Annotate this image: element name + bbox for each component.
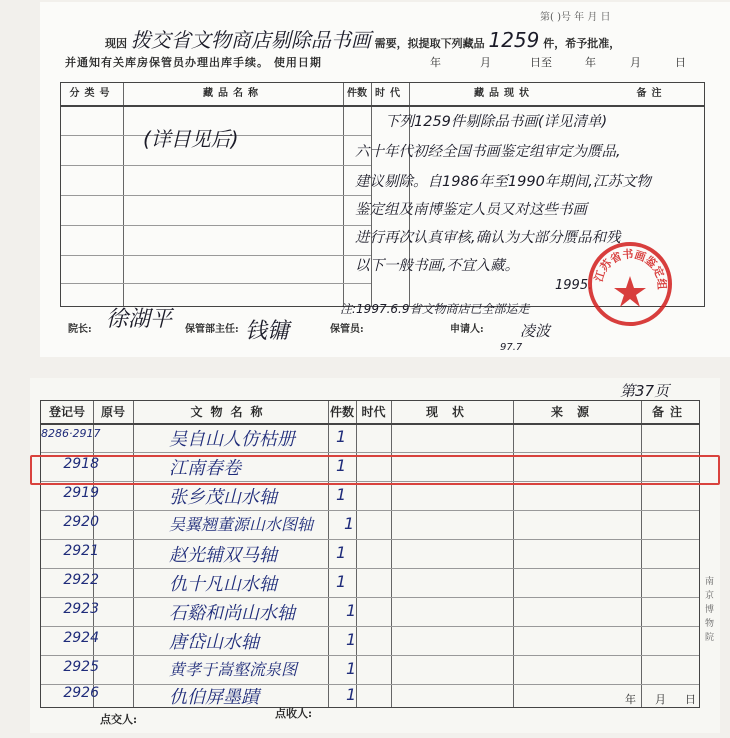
date-year: 年: [625, 693, 636, 706]
seal-text: 江苏省书画鉴定组: [592, 247, 668, 290]
red-seal: [588, 242, 672, 326]
seal-graphic: [592, 246, 668, 322]
table-row: [41, 483, 699, 512]
page-number: 第37页: [620, 382, 670, 400]
header-relic-name: 文物名称: [190, 405, 271, 419]
reg-number: 2926: [63, 685, 99, 701]
date-month-2: 月: [630, 56, 641, 69]
reg-number: 2923: [63, 601, 99, 617]
relic-count: 1: [336, 485, 347, 504]
relic-name: 唐岱山水轴: [169, 632, 259, 653]
note-line-1: 下列1259件剔除品书画(详见清单): [385, 114, 608, 130]
label-handover: 点交人:: [100, 713, 138, 726]
relic-name: 吴翼翘董源山水图轴: [169, 515, 314, 534]
row-divider: [61, 255, 371, 256]
date-month: 月: [655, 693, 666, 706]
header-item-name: 藏品名称: [203, 88, 263, 99]
label-receiver: 点收人:: [275, 707, 313, 720]
signature-dept-head: 钱镛: [245, 319, 290, 344]
header-class-no: 分类号: [69, 88, 115, 99]
date-day-2: 日: [675, 56, 686, 69]
date-year-1: 年: [430, 56, 441, 69]
ledger-table: [40, 400, 700, 708]
relic-name: 仇十凡山水轴: [169, 574, 277, 595]
relic-count: 1: [336, 427, 347, 446]
row-divider: [61, 195, 371, 196]
reg-number: 2918: [63, 456, 99, 472]
header-source: 来源: [550, 405, 603, 419]
reg-number: 8286·2917: [41, 427, 101, 440]
relic-count: 1: [344, 514, 355, 533]
header-era: 时代: [375, 88, 405, 99]
table-row: [41, 425, 699, 454]
relic-name: 张乡茂山水轴: [169, 487, 277, 508]
table-row: [41, 628, 699, 657]
header-count: 件数: [329, 405, 354, 419]
note-line-6: 以下一般书画,不宜入藏。: [355, 258, 520, 274]
footnote: 注:1997.6.9省文物商店已全部运走: [340, 302, 530, 316]
reg-number: 2919: [63, 485, 99, 501]
header-orig-no: 原号: [100, 405, 125, 419]
signature-date: 97.7: [500, 342, 523, 353]
reg-number: 2921: [63, 543, 99, 559]
withdrawal-request-form: [40, 2, 730, 357]
relic-count: 1: [336, 456, 347, 475]
sign-year: 1995.: [555, 278, 593, 293]
date-day: 日: [685, 693, 696, 706]
header-remarks: 备注: [636, 88, 667, 99]
relic-count: 1: [346, 685, 357, 704]
form-meta: 第( )号 年 月 日: [540, 12, 611, 23]
notify-line: 并通知有关库房保管员办理出库手续。 使用日期: [65, 56, 322, 69]
header-condition: 现状: [425, 405, 478, 419]
date-month-1: 月: [480, 56, 491, 69]
relic-count: 1: [336, 572, 347, 591]
header-condition: 藏品现状: [474, 88, 534, 99]
signature-director: 徐湖平: [106, 307, 173, 332]
row-divider: [61, 225, 371, 226]
handwritten-count: 1259: [488, 28, 540, 52]
note-line-4: 鉴定组及南博鉴定人员又对这些书画: [355, 202, 587, 218]
request-line: [105, 24, 620, 53]
relic-count: 1: [346, 630, 357, 649]
row-divider: [61, 283, 371, 284]
row-divider: [61, 165, 371, 166]
note-line-3: 建议剔除。自1986年至1990年期间,江苏文物: [355, 174, 651, 190]
table-row: [41, 512, 699, 541]
table-row: [41, 683, 699, 712]
header-era: 时代: [361, 405, 386, 419]
header-count: 件数: [347, 88, 367, 99]
see-detail-note: (详目见后): [143, 127, 239, 151]
table-row: [41, 570, 699, 599]
relic-name: 赵光辅双马轴: [169, 545, 277, 566]
header-divider: [61, 105, 704, 107]
label-keeper: 保管员:: [330, 324, 364, 335]
side-margin-text: 南京博物院: [705, 577, 715, 643]
label-applicant: 申请人:: [450, 324, 484, 335]
relic-name: 仇伯屏墨蹟: [169, 687, 259, 708]
seal-star-icon: [614, 276, 646, 307]
label-director: 院长:: [68, 324, 92, 335]
relic-name: 吴自山人仿枯册: [169, 429, 295, 450]
note-line-2: 六十年代初经全国书画鉴定组审定为赝品,: [355, 144, 621, 160]
label-dept-head: 保管部主任:: [185, 324, 239, 335]
reg-number: 2922: [63, 572, 99, 588]
relic-count: 1: [346, 601, 357, 620]
relic-name: 黄孝于嵩壑流泉图: [169, 660, 298, 679]
signature-applicant: 凌波: [520, 322, 551, 340]
table-row: [41, 541, 699, 570]
relic-count: 1: [336, 543, 347, 562]
collection-ledger: [30, 378, 720, 733]
relic-name: 江南春卷: [169, 458, 241, 479]
line-mid: 需要，拟提取下列藏品: [374, 37, 485, 50]
relic-count: 1: [346, 659, 357, 678]
table-row: [41, 599, 699, 628]
reg-number: 2920: [63, 514, 99, 530]
relic-name: 石谿和尚山水轴: [169, 603, 295, 624]
date-day-to: 日至: [530, 56, 552, 69]
table-row: [41, 657, 699, 686]
highlight-box: [30, 455, 720, 485]
header-reg-no: 登记号: [48, 405, 85, 419]
reg-number: 2925: [63, 659, 99, 675]
handwritten-purpose: 拨交省文物商店剔除品书画: [130, 28, 371, 52]
header-remarks: 备注: [651, 405, 688, 419]
date-year-2: 年: [585, 56, 596, 69]
line-prefix: 现因: [105, 37, 127, 50]
note-line-5: 进行再次认真审核,确认为大部分赝品和残: [355, 230, 621, 246]
reg-number: 2924: [63, 630, 99, 646]
line-suffix: 件，希予批准，: [543, 37, 621, 50]
